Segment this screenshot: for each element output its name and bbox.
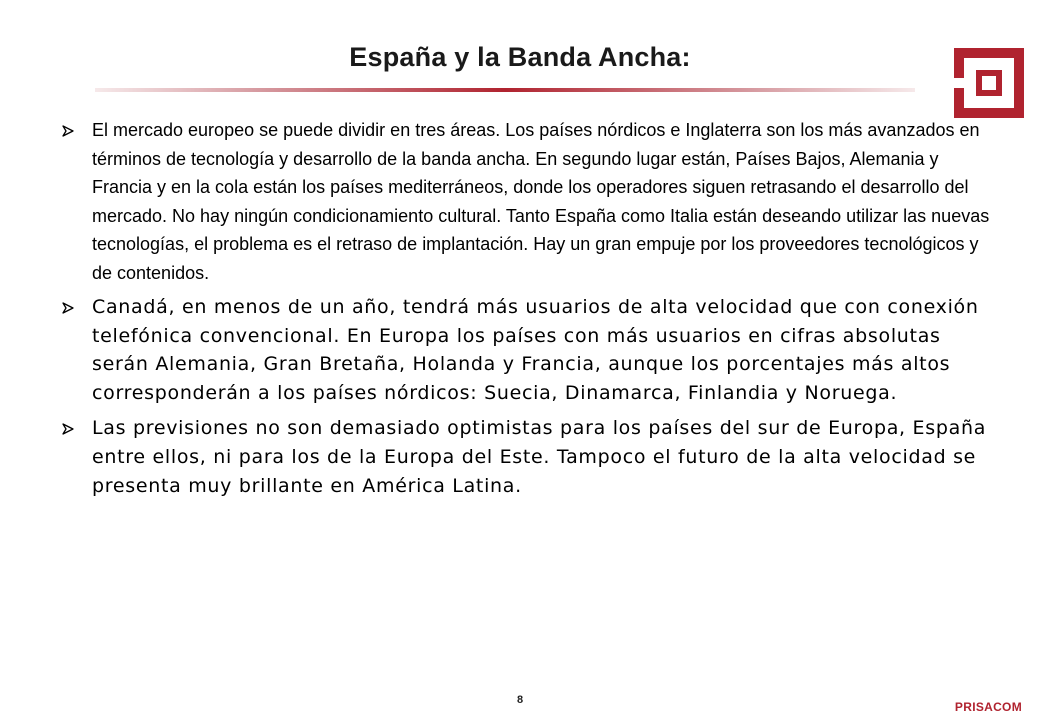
prisacom-logo-icon	[954, 48, 1024, 118]
bullet-item	[62, 293, 992, 407]
chevron-right-icon	[62, 302, 74, 314]
brand-name: PRISACOM	[954, 700, 1022, 714]
bullet-text: Canadá, en menos de un año, tendrá más usuarios de alta velocidad que con conexión telefónica convencional. En Europa los países con más usuarios en cifras absolutas serán Alemania, Gran Bretaña, Holanda y Francia, aunque los porcentajes más altos corresponderán a los países nórdicos: Suecia, Dinamarca, Finlandia y Noruega.	[92, 296, 979, 404]
slide-title: España y la Banda Ancha:	[349, 42, 691, 72]
chevron-right-icon	[62, 125, 74, 137]
bullet-list	[62, 116, 992, 500]
bullet-text: Las previsiones no son demasiado optimistas para los países del sur de Europa, España entre ellos, ni para los de la Europa del Este. Tampoco el futuro de la alta velocidad se presenta muy brillante en América Latina.	[92, 417, 987, 497]
chevron-right-icon	[62, 423, 74, 435]
bullet-text: El mercado europeo se puede dividir en tres áreas. Los países nórdicos e Inglaterra son los más avanzados en términos de tecnología y desarrollo de la banda ancha. En segundo lugar están, Países Bajos, Alemania y Francia y en la cola están los países mediterráneos, donde los operadores siguen retrasando el desarrollo del mercado. No hay ningún condicionamiento cultural. Tanto España como Italia están deseando utilizar las nuevas tecnologías, el problema es el retraso de implantación. Hay un gran empuje por los proveedores tecnológicos y de contenidos.	[92, 120, 990, 283]
title-underline	[95, 88, 915, 92]
page-number: 8	[516, 694, 524, 706]
bullet-item	[62, 414, 992, 500]
bullet-item	[62, 116, 992, 287]
